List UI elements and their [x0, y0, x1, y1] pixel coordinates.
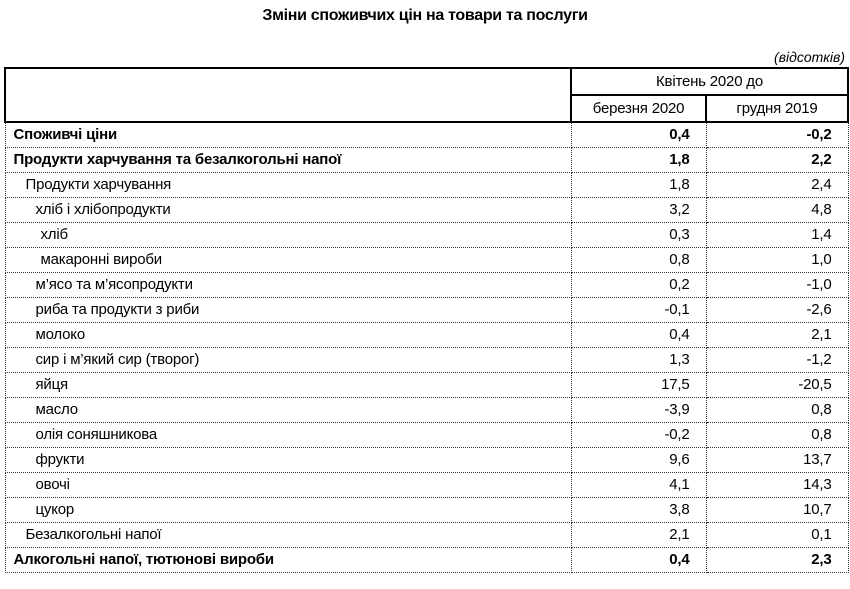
table-row	[5, 322, 848, 347]
row-value: 0,4	[571, 122, 706, 147]
row-value: 0,8	[571, 247, 706, 272]
table-header	[5, 68, 848, 122]
row-label: Безалкогольні напої	[5, 522, 571, 547]
table-row	[5, 497, 848, 522]
table-row	[5, 422, 848, 447]
table-row	[5, 522, 848, 547]
row-value: 4,1	[571, 472, 706, 497]
row-label: Алкогольні напої, тютюнові вироби	[5, 547, 571, 572]
row-label: яйця	[5, 372, 571, 397]
row-value: -1,0	[706, 272, 848, 297]
row-label: Продукти харчування та безалкогольні напої	[5, 147, 571, 172]
price-change-table	[4, 67, 849, 573]
table-row	[5, 247, 848, 272]
row-value: -0,2	[706, 122, 848, 147]
row-value: 0,3	[571, 222, 706, 247]
table-row	[5, 447, 848, 472]
row-value: 0,1	[706, 522, 848, 547]
row-value: 4,8	[706, 197, 848, 222]
row-label: цукор	[5, 497, 571, 522]
corner-cell	[5, 68, 571, 122]
row-label: молоко	[5, 322, 571, 347]
table-row	[5, 122, 848, 147]
table-row	[5, 197, 848, 222]
row-value: 3,2	[571, 197, 706, 222]
row-value: 2,1	[706, 322, 848, 347]
row-value: 0,8	[706, 422, 848, 447]
row-value: 0,4	[571, 322, 706, 347]
table-row	[5, 547, 848, 572]
table-row	[5, 472, 848, 497]
row-value: -0,1	[571, 297, 706, 322]
unit-note: (відсотків)	[774, 49, 845, 65]
table-body	[5, 122, 848, 572]
column-header-december-2019: грудня 2019	[706, 95, 848, 122]
row-label: овочі	[5, 472, 571, 497]
row-label: хліб	[5, 222, 571, 247]
row-value: -1,2	[706, 347, 848, 372]
row-value: 3,8	[571, 497, 706, 522]
header-row-group	[5, 68, 848, 95]
row-value: -2,6	[706, 297, 848, 322]
column-header-march-2020: березня 2020	[571, 95, 706, 122]
row-label: риба та продукти з риби	[5, 297, 571, 322]
row-value: 1,8	[571, 147, 706, 172]
row-value: 1,3	[571, 347, 706, 372]
row-label: Споживчі ціни	[5, 122, 571, 147]
row-label: м’ясо та м’ясопродукти	[5, 272, 571, 297]
row-value: 17,5	[571, 372, 706, 397]
table-row	[5, 272, 848, 297]
table-row	[5, 222, 848, 247]
row-value: 9,6	[571, 447, 706, 472]
row-value: 1,4	[706, 222, 848, 247]
row-value: 0,2	[571, 272, 706, 297]
row-label: хліб і хлібопродукти	[5, 197, 571, 222]
row-value: 2,1	[571, 522, 706, 547]
table-row	[5, 147, 848, 172]
row-value: 0,4	[571, 547, 706, 572]
row-label: олія соняшникова	[5, 422, 571, 447]
table-row	[5, 372, 848, 397]
page-title: Зміни споживчих цін на товари та послуги	[262, 7, 588, 24]
row-label: фрукти	[5, 447, 571, 472]
row-value: 0,8	[706, 397, 848, 422]
row-value: 1,8	[571, 172, 706, 197]
row-label: Продукти харчування	[5, 172, 571, 197]
row-value: 13,7	[706, 447, 848, 472]
row-value: -3,9	[571, 397, 706, 422]
row-value: 2,4	[706, 172, 848, 197]
row-value: 1,0	[706, 247, 848, 272]
row-value: 2,3	[706, 547, 848, 572]
row-label: масло	[5, 397, 571, 422]
table-row	[5, 347, 848, 372]
table-row	[5, 397, 848, 422]
row-label: сир і м’який сир (творог)	[5, 347, 571, 372]
period-group-header: Квітень 2020 до	[571, 68, 848, 95]
row-value: -20,5	[706, 372, 848, 397]
row-value: -0,2	[571, 422, 706, 447]
row-label: макаронні вироби	[5, 247, 571, 272]
row-value: 2,2	[706, 147, 848, 172]
row-value: 14,3	[706, 472, 848, 497]
table-row	[5, 297, 848, 322]
table-row	[5, 172, 848, 197]
row-value: 10,7	[706, 497, 848, 522]
